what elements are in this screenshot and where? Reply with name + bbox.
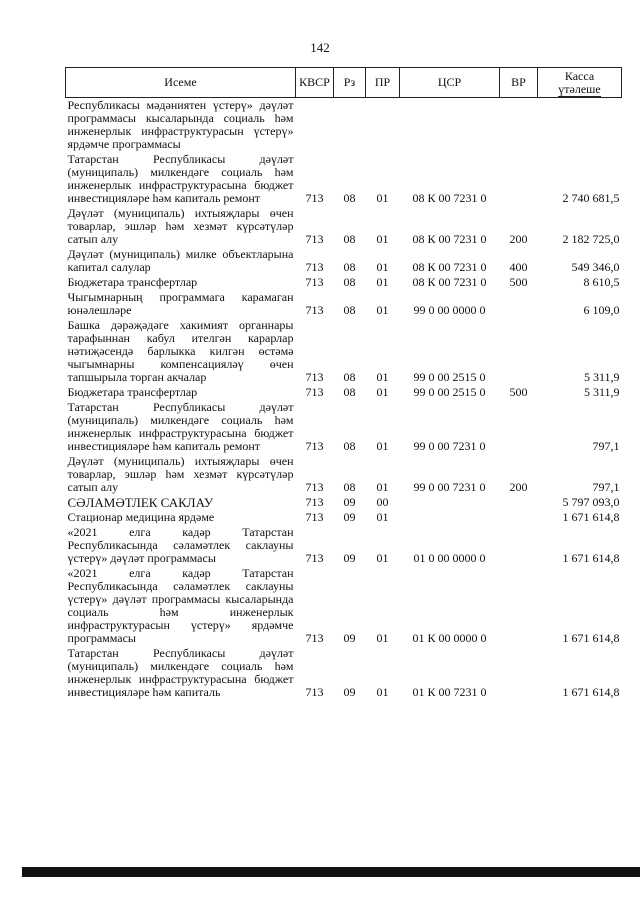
row-amount: 5 311,9 — [583, 370, 620, 384]
row-kvsr: 713 — [305, 439, 324, 453]
row-csr: 99 0 00 2515 0 — [413, 370, 486, 384]
row-vr — [500, 98, 538, 153]
row-kvsr: 713 — [305, 495, 324, 509]
row-name: Дәүләт (муниципаль) милке объектларына капитал салулар — [67, 247, 294, 274]
row-pr: 01 — [376, 551, 389, 565]
header-kvsr: КВСР — [296, 68, 334, 98]
row-pr: 01 — [376, 260, 389, 274]
row-amount: 8 610,5 — [583, 275, 620, 289]
row-amount: 1 671 614,8 — [562, 631, 620, 645]
row-name: СӘЛАМӘТЛЕК САКЛАУ — [67, 495, 214, 510]
row-pr: 01 — [376, 480, 389, 494]
row-amount: 549 346,0 — [571, 260, 620, 274]
header-kassa-line1: Касса — [564, 68, 595, 83]
row-name: Бюджетара трансфертлар — [67, 275, 198, 289]
row-rz: 08 — [343, 260, 356, 274]
table-row — [66, 400, 622, 454]
row-csr: 08 К 00 7231 0 — [412, 232, 487, 246]
row-rz: 08 — [343, 232, 356, 246]
row-amount: 5 797 093,0 — [562, 495, 620, 509]
row-csr: 08 К 00 7231 0 — [412, 275, 487, 289]
row-csr: 99 0 00 0000 0 — [413, 303, 486, 317]
row-name: Татарстан Республикасы дәүләт (муниципаль) милкендәге социаль һәм инженерлык инфраструктурасына бюджет инвестицияләре һәм капиталь — [67, 646, 294, 699]
row-rz: 08 — [343, 303, 356, 317]
header-vr: ВР — [500, 68, 538, 98]
table-row — [66, 566, 622, 646]
row-name: Бюджетара трансфертлар — [67, 385, 198, 399]
row-amount: 1 671 614,8 — [562, 685, 620, 699]
budget-table — [65, 67, 622, 700]
row-csr: 08 К 00 7231 0 — [412, 260, 487, 274]
row-amount: 6 109,0 — [583, 303, 620, 317]
row-amount: 2 182 725,0 — [562, 232, 620, 246]
table-row — [66, 98, 622, 153]
row-vr: 200 — [509, 232, 528, 246]
table-row — [66, 152, 622, 206]
row-pr: 01 — [376, 385, 389, 399]
row-csr: 01 К 00 7231 0 — [412, 685, 487, 699]
table-row — [66, 495, 622, 510]
table-row — [66, 525, 622, 566]
row-pr: 01 — [376, 275, 389, 289]
row-rz: 09 — [343, 685, 356, 699]
row-csr: 99 0 00 7231 0 — [413, 439, 486, 453]
row-kvsr — [296, 98, 334, 153]
row-pr: 01 — [376, 631, 389, 645]
row-vr: 200 — [509, 480, 528, 494]
row-pr — [366, 98, 400, 153]
row-pr: 01 — [376, 191, 389, 205]
header-pr: ПР — [366, 68, 400, 98]
row-rz: 09 — [343, 510, 356, 524]
row-vr — [500, 290, 538, 318]
table-body — [66, 98, 622, 701]
table-row — [66, 510, 622, 525]
row-amount: 797,1 — [592, 480, 620, 494]
row-csr: 99 0 00 2515 0 — [413, 385, 486, 399]
row-vr — [500, 510, 538, 525]
row-name: Стационар медицина ярдәме — [67, 510, 215, 524]
row-vr — [500, 400, 538, 454]
row-csr — [400, 495, 500, 510]
row-amount: 1 671 614,8 — [562, 551, 620, 565]
row-rz — [334, 98, 366, 153]
row-vr: 500 — [509, 275, 528, 289]
row-rz: 08 — [343, 370, 356, 384]
row-name: «2021 елга кадәр Татарстан Республикасында сәламәтлек саклауны үстерү» дәүләт программасы — [67, 525, 294, 565]
row-pr: 00 — [376, 495, 389, 509]
table-row — [66, 275, 622, 290]
row-vr — [500, 566, 538, 646]
page-number: 142 — [310, 40, 330, 55]
scan-edge-bar — [22, 867, 640, 877]
row-amount: 5 311,9 — [583, 385, 620, 399]
row-vr — [500, 152, 538, 206]
row-kvsr: 713 — [305, 370, 324, 384]
row-rz: 08 — [343, 275, 356, 289]
row-kvsr: 713 — [305, 510, 324, 524]
row-kvsr: 713 — [305, 191, 324, 205]
table-row — [66, 318, 622, 385]
row-name: Республикасы мәдәниятен үстерү» дәүләт программасы кысаларында социаль һәм инженерлык инфраструктурасын үстерү» ярдәмче программасы — [67, 98, 294, 151]
row-csr — [400, 510, 500, 525]
row-pr: 01 — [376, 685, 389, 699]
row-kvsr: 713 — [305, 260, 324, 274]
row-name: Дәүләт (муниципаль) ихтыяҗлары өчен товарлар, эшләр һәм хезмәт күрсәтүләр сатып алу — [67, 454, 294, 494]
row-rz: 09 — [343, 495, 356, 509]
row-vr — [500, 495, 538, 510]
table-row — [66, 206, 622, 247]
row-vr — [500, 318, 538, 385]
row-csr: 08 К 00 7231 0 — [412, 191, 487, 205]
row-vr: 500 — [509, 385, 528, 399]
row-name: Дәүләт (муниципаль) ихтыяҗлары өчен товарлар, эшләр һәм хезмәт күрсәтүләр сатып алу — [67, 206, 294, 246]
header-rz: Рз — [334, 68, 366, 98]
row-kvsr: 713 — [305, 480, 324, 494]
table-row — [66, 247, 622, 275]
row-amount: 1 671 614,8 — [562, 510, 620, 524]
row-vr — [500, 525, 538, 566]
row-kvsr: 713 — [305, 685, 324, 699]
row-csr: 01 0 00 0000 0 — [413, 551, 486, 565]
row-rz: 08 — [343, 480, 356, 494]
row-name: Чыгымнарның программага карамаган юнәлешләре — [67, 290, 294, 317]
row-rz: 08 — [343, 439, 356, 453]
row-vr — [500, 646, 538, 700]
row-name: Татарстан Республикасы дәүләт (муниципаль) милкендәге социаль һәм инженерлык инфраструктурасына бюджет инвестицияләре һәм капиталь ремонт — [67, 152, 294, 205]
row-name: «2021 елга кадәр Татарстан Республикасында сәламәтлек саклауны үстерү» дәүләт программасы кысаларында социаль һәм инженерлык инфраструктурасын үстерү» ярдәмче программасы — [67, 566, 294, 645]
row-rz: 08 — [343, 191, 356, 205]
row-csr: 01 К 00 0000 0 — [412, 631, 487, 645]
table-row — [66, 454, 622, 495]
row-name: Башка дәрәҗәдәге хакимият органнары тарафыннан кабул ителгән карарлар нәтиҗәсендә барлыкка килгән өстәмә чыгымнарны компенсацияләү өчен тапшырыла торган акчалар — [67, 318, 294, 384]
table-row — [66, 385, 622, 400]
row-rz: 09 — [343, 631, 356, 645]
row-csr — [400, 98, 500, 153]
header-kassa-line2: үтәлеше — [558, 81, 601, 96]
row-pr: 01 — [376, 232, 389, 246]
row-pr: 01 — [376, 439, 389, 453]
row-name: Татарстан Республикасы дәүләт (муниципаль) милкендәге социаль һәм инженерлык инфраструктурасына бюджет инвестицияләре һәм капиталь ремонт — [67, 400, 294, 453]
row-kvsr: 713 — [305, 551, 324, 565]
table-row — [66, 646, 622, 700]
header-csr: ЦСР — [400, 68, 500, 98]
row-kvsr: 713 — [305, 631, 324, 645]
header-name: Исеме — [66, 68, 296, 98]
row-amount — [538, 98, 622, 153]
row-pr: 01 — [376, 370, 389, 384]
row-pr: 01 — [376, 510, 389, 524]
row-pr: 01 — [376, 303, 389, 317]
row-kvsr: 713 — [305, 303, 324, 317]
table-header-row — [66, 68, 622, 98]
row-kvsr: 713 — [305, 275, 324, 289]
row-rz: 08 — [343, 385, 356, 399]
row-csr: 99 0 00 7231 0 — [413, 480, 486, 494]
row-amount: 797,1 — [592, 439, 620, 453]
table-row — [66, 290, 622, 318]
row-vr: 400 — [509, 260, 528, 274]
row-kvsr: 713 — [305, 232, 324, 246]
row-kvsr: 713 — [305, 385, 324, 399]
header-kassa — [538, 68, 622, 98]
row-rz: 09 — [343, 551, 356, 565]
row-amount: 2 740 681,5 — [562, 191, 620, 205]
